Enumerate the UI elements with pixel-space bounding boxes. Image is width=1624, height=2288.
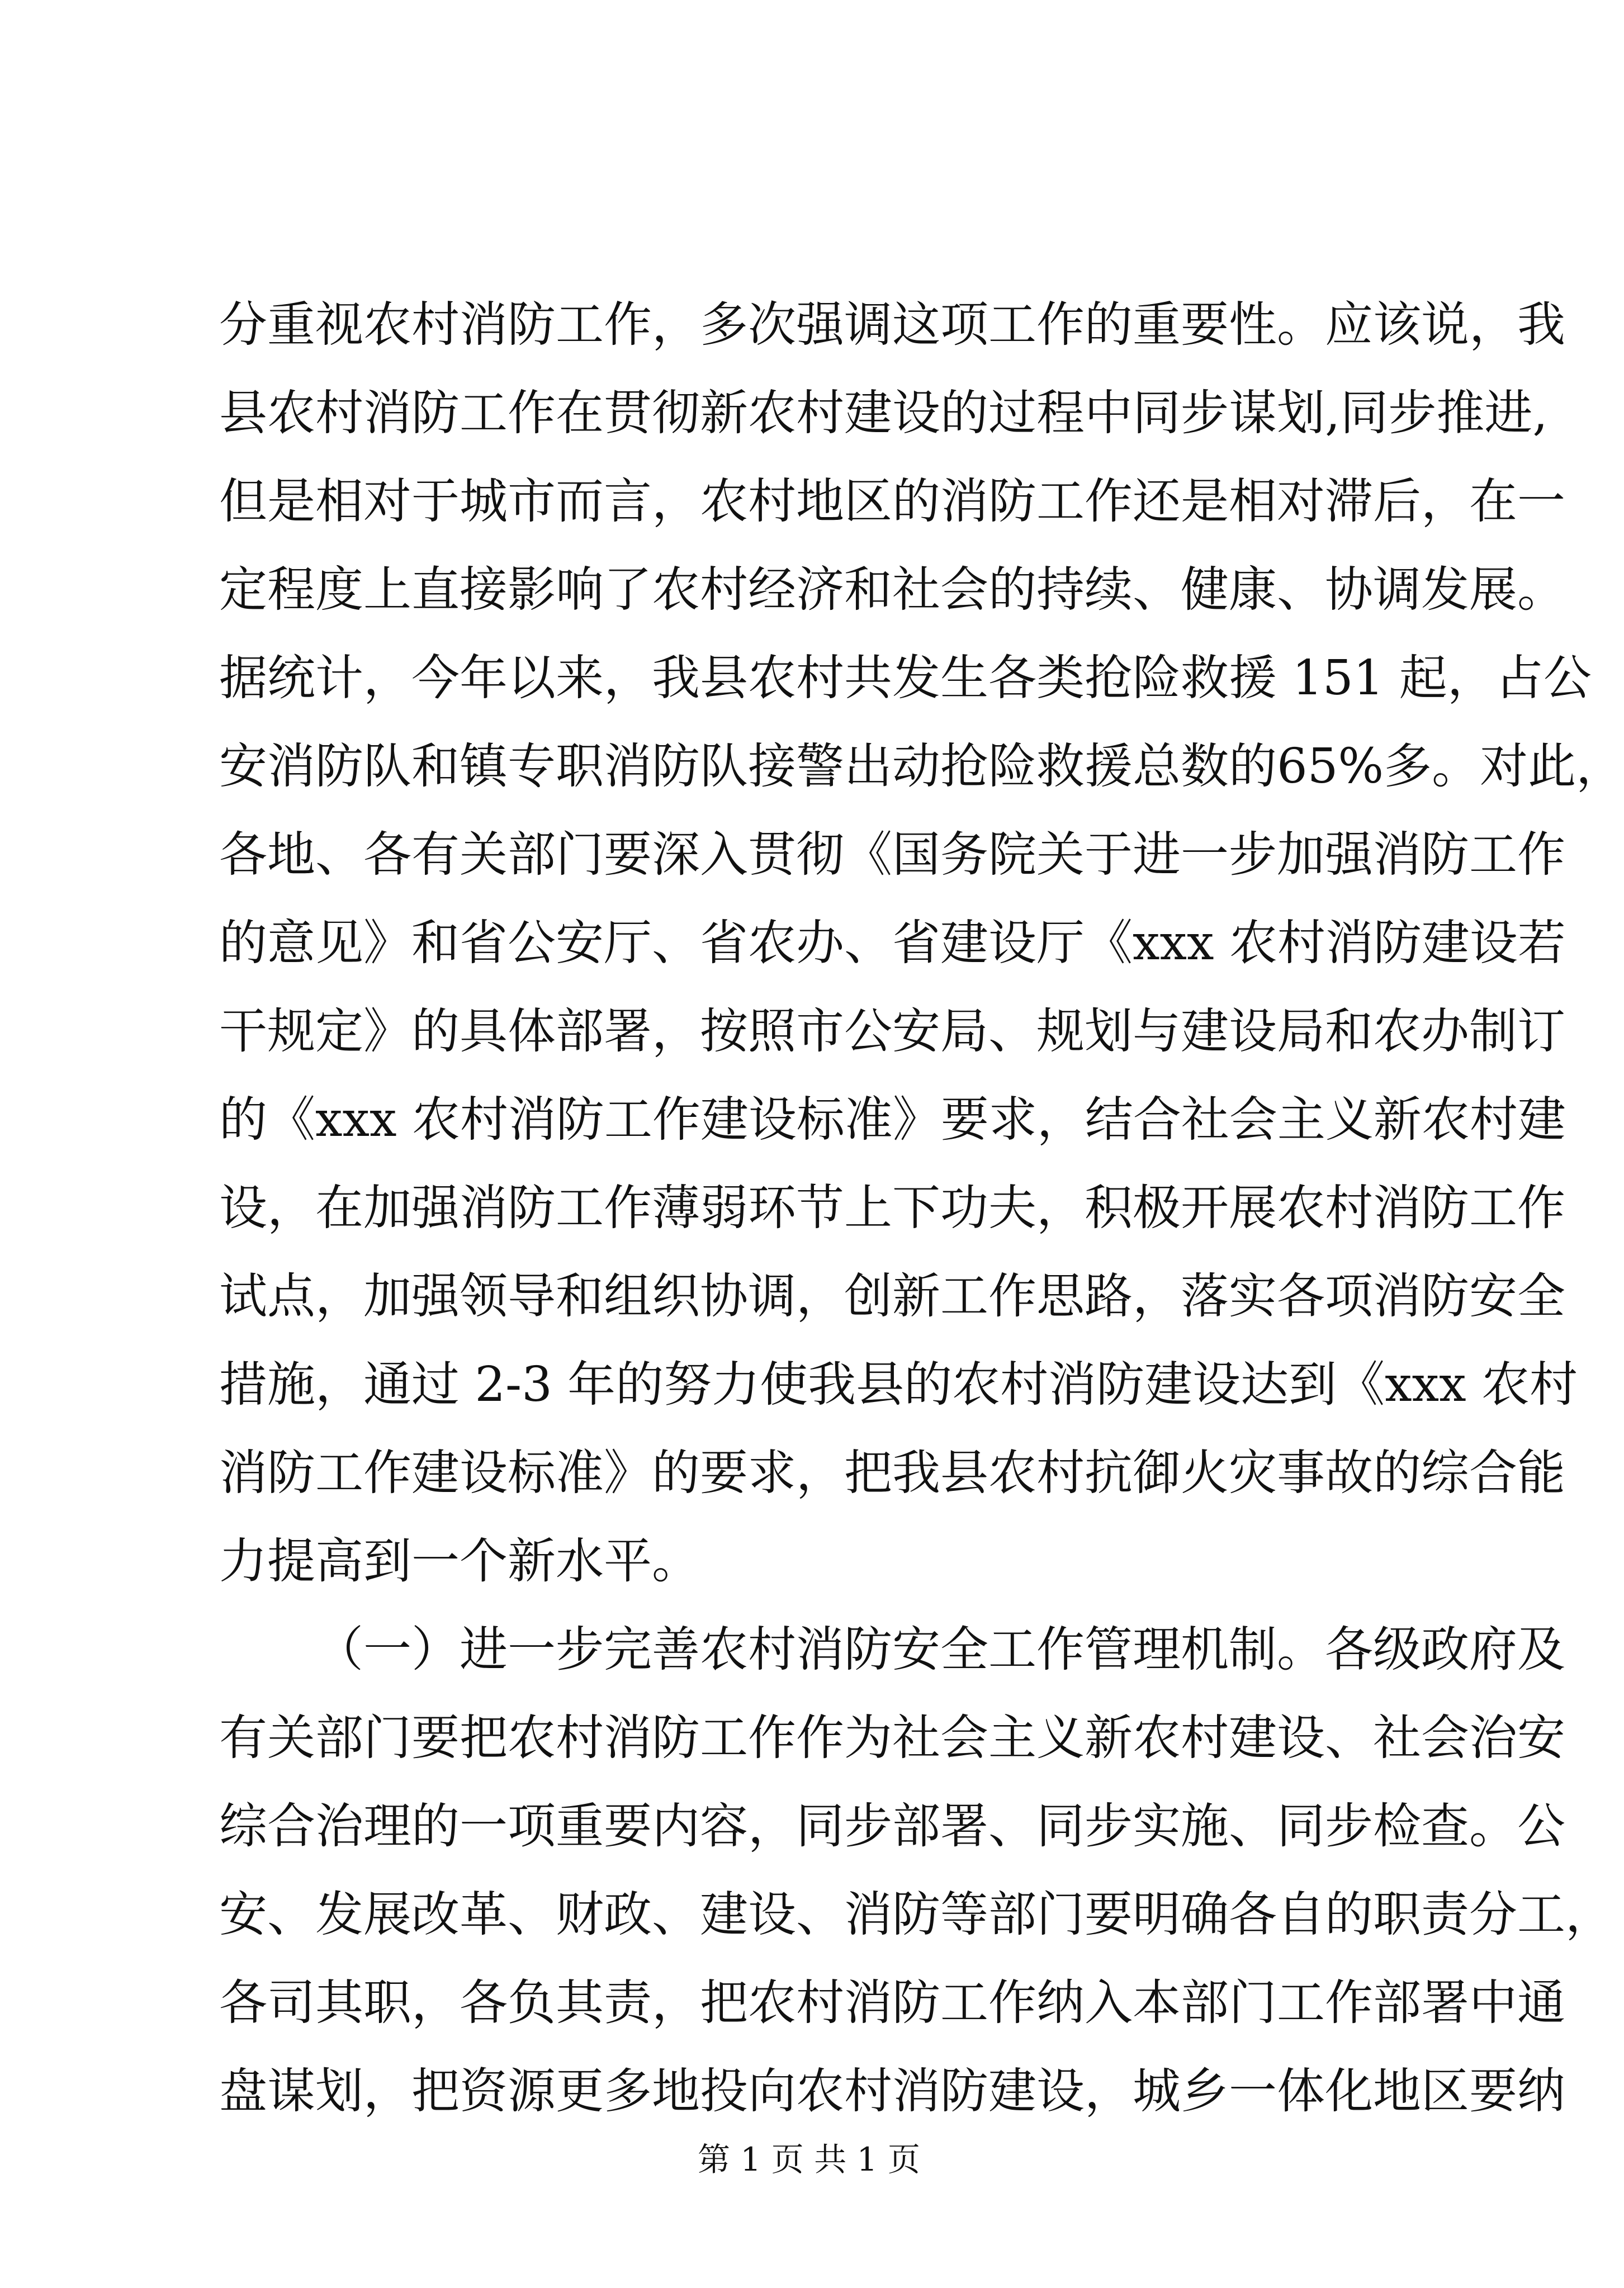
text-line: 县农村消防工作在贯彻新农村建设的过程中同步谋划,同步推进, (219, 385, 1548, 441)
page-footer: 第 1 页 共 1 页 (698, 2140, 920, 2178)
text-line: 综合治理的一项重要内容，同步部署、同步实施、同步检查。公 (219, 1798, 1565, 1854)
text-line: 各地、各有关部门要深入贯彻《国务院关于进一步加强消防工作 (219, 827, 1565, 883)
text-line: 定程度上直接影响了农村经济和社会的持续、健康、协调发展。 (219, 562, 1565, 618)
text-line: 各司其职，各负其责，把农村消防工作纳入本部门工作部署中通 (219, 1975, 1565, 2031)
text-line: 分重视农村消防工作，多次强调这项工作的重要性。应该说，我 (219, 297, 1565, 353)
section-heading-line: （一）进一步完善农村消防安全工作管理机制。各级政府及 (315, 1622, 1565, 1678)
text-line: 干规定》的具体部署，按照市公安局、规划与建设局和农办制订 (219, 1003, 1565, 1059)
text-line: 的《xxx 农村消防工作建设标准》要求，结合社会主义新农村建 (219, 1092, 1566, 1148)
text-line: 措施，通过 2-3 年的努力使我县的农村消防建设达到《xxx 农村 (219, 1357, 1578, 1413)
text-line: 试点，加强领导和组织协调，创新工作思路，落实各项消防安全 (219, 1268, 1565, 1324)
text-line: 安消防队和镇专职消防队接警出动抢险救援总数的65%多。对此， (219, 738, 1624, 794)
text-line: 安、发展改革、财政、建设、消防等部门要明确各自的职责分工， (219, 1887, 1613, 1943)
text-line: 的意见》和省公安厅、省农办、省建设厅《xxx 农村消防建设若 (219, 915, 1566, 971)
text-line: 设，在加强消防工作薄弱环节上下功夫，积极开展农村消防工作 (219, 1180, 1565, 1236)
text-line: 据统计，今年以来，我县农村共发生各类抢险救援 151 起，占公 (219, 650, 1592, 706)
text-line: 但是相对于城市而言，农村地区的消防工作还是相对滞后，在一 (219, 473, 1565, 529)
text-line: 盘谋划，把资源更多地投向农村消防建设，城乡一体化地区要纳 (219, 2063, 1565, 2119)
body-text (219, 281, 1624, 2135)
paragraph-end-line: 力提高到一个新水平。 (219, 1533, 700, 1589)
text-line: 消防工作建设标准》的要求，把我县农村抗御火灾事故的综合能 (219, 1445, 1565, 1501)
text-line: 有关部门要把农村消防工作作为社会主义新农村建设、社会治安 (219, 1710, 1565, 1766)
